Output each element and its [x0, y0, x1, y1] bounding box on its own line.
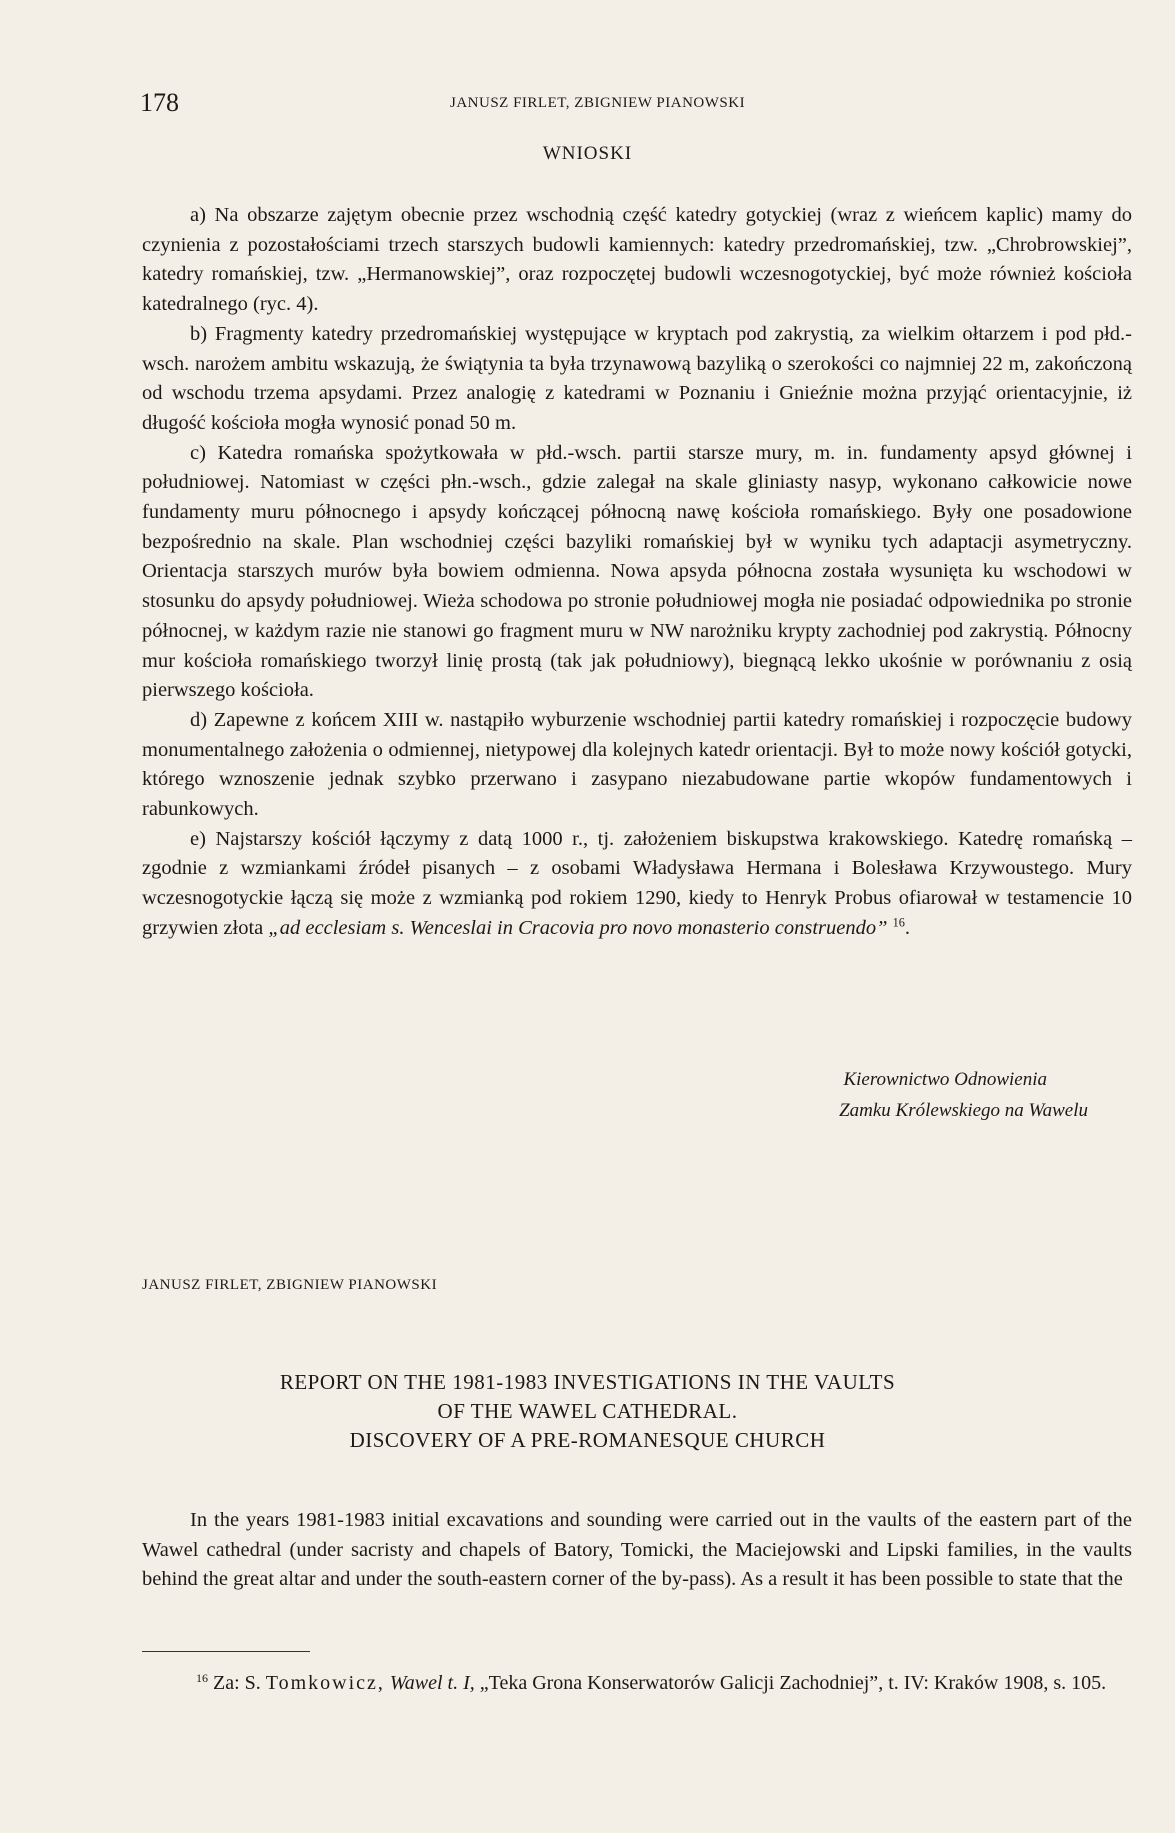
footnote-prefix: Za: S. [208, 1672, 266, 1694]
page-number: 178 [140, 88, 179, 117]
english-paragraph: In the years 1981-1983 initial excavations and sounding were carried out in the vaults of the eastern part of the Wawel cathedral (under sacristy and chapels of Batory, Tomicki, the Maciejowski and Lipski families, in the vaults behind the great altar and under the south-eastern corner of the by-pass). As a result it has been possible to state that the [142, 1509, 1132, 1590]
paragraph-c: c) Katedra romańska spożytkowała w płd.-wsch. partii starsze mury, m. in. fundamenty apsyd głównej i południowej. Natomiast w części płn.-wsch., gdzie zalegał na skale gliniasty nasyp, wykonano całkowicie nowe fundamenty muru północnego i apsydy kończącej północną nawę kościoła romańskiego. Były one posadowione bezpośrednio na skale. Plan wschodniej części bazyliki romańskiej był w wyniku tych adaptacji asymetryczny. Orientacja starszych murów była bowiem odmienna. Nowa apsyda północna została wysunięta ku wschodowi w stosunku do apsydy południowej. Wieża schodowa po stronie południowej mogła nie posiadać odpowiednika po stronie północnej, w każdym razie nie stanowi go fragment muru w NW narożniku krypty zachodniej pod zakrystią. Północny mur kościoła romańskiego tworzył linię prostą (tak jak południowy), biegnącą lekko ukośnie w porównaniu z osią pierwszego kościoła. [142, 441, 1132, 702]
paragraph-e [142, 825, 1132, 944]
english-title [0, 1368, 1175, 1455]
running-head: JANUSZ FIRLET, ZBIGNIEW PIANOWSKI [450, 95, 746, 111]
english-title-line-1: REPORT ON THE 1981-1983 INVESTIGATIONS IN THE VAULTS [279, 1370, 896, 1394]
footnote [142, 1669, 1132, 1698]
footnote-author: Tomkowicz, [265, 1672, 385, 1694]
section-title: WNIOSKI [542, 143, 633, 164]
signature-line-2: Zamku Królewskiego na Wawelu [839, 1100, 1088, 1121]
footnote-work: Wawel t. I, [389, 1672, 475, 1694]
body-text [142, 201, 1132, 944]
english-title-line-2: OF THE WAWEL CATHEDRAL. [437, 1399, 738, 1423]
latin-quote: „ad ecclesiam s. Wenceslai in Cracovia pro novo monasterio construendo” [268, 916, 888, 939]
signature-line-1: Kierownictwo Odnowienia [843, 1069, 1047, 1090]
english-authors: JANUSZ FIRLET, ZBIGNIEW PIANOWSKI [142, 1277, 438, 1293]
footnote-16 [142, 1669, 1132, 1698]
paragraph-d: d) Zapewne z końcem XIII w. nastąpiło wyburzenie wschodniej partii katedry romańskiej i rozpoczęcie budowy monumentalnego założenia o odmiennej, nietypowej dla kolejnych katedr orientacji. Był to może nowy kościół gotycki, którego wznoszenie jednak szybko przerwano i zasypano niezabudowane partie wkopów fundamentowych i rabunkowych. [142, 708, 1132, 821]
footnote-ref[interactable]: 16 [892, 915, 905, 930]
paragraph-b: b) Fragmenty katedry przedromańskiej występujące w kryptach pod zakrystią, za wielkim ołtarzem i pod płd.-wsch. narożem ambitu wskazują, że świątynia ta była trzynawową bazyliką o szerokości co najmniej 22 m, zakończoną od wschodu trzema apsydami. Przez analogię z katedrami w Poznaniu i Gnieźnie można przyjąć orientacyjnie, iż długość kościoła mogła wynosić ponad 50 m. [142, 322, 1132, 434]
footnote-rule [142, 1651, 310, 1652]
english-summary [142, 1506, 1132, 1595]
paragraph-e-end: . [904, 916, 911, 939]
page-header [140, 88, 1040, 122]
footnote-rest: „Teka Grona Konserwatorów Galicji Zachodniej”, t. IV: Kraków 1908, s. 105. [474, 1672, 1107, 1694]
english-title-line-3: DISCOVERY OF A PRE-ROMANESQUE CHURCH [349, 1428, 826, 1452]
signature [700, 1064, 1088, 1126]
footnote-number: 16 [196, 1670, 208, 1685]
paragraph-e-text: e) Najstarszy kościół łączymy z datą 1000 r., tj. założeniem biskupstwa krakowskiego. Katedrę romańską – zgodnie z wzmiankami źródeł pisanych – z osobami Władysława Hermana i Bolesława Krzywoustego. Mury wczesnogotyckie łączą się może z wzmianką pod rokiem 1290, kiedy to Henryk Probus ofiarował w testamencie 10 grzywien złota [142, 827, 1132, 939]
paragraph-a: a) Na obszarze zajętym obecnie przez wschodnią część katedry gotyckiej (wraz z wieńcem kaplic) mamy do czynienia z pozostałościami trzech starszych budowli kamiennych: katedry przedromańskiej, tzw. „Chrobrowskiej”, katedry romańskiej, tzw. „Hermanowskiej”, oraz rozpoczętej budowli wczesnogotyckiej, być może również kościoła katedralnego (ryc. 4). [142, 204, 1132, 316]
